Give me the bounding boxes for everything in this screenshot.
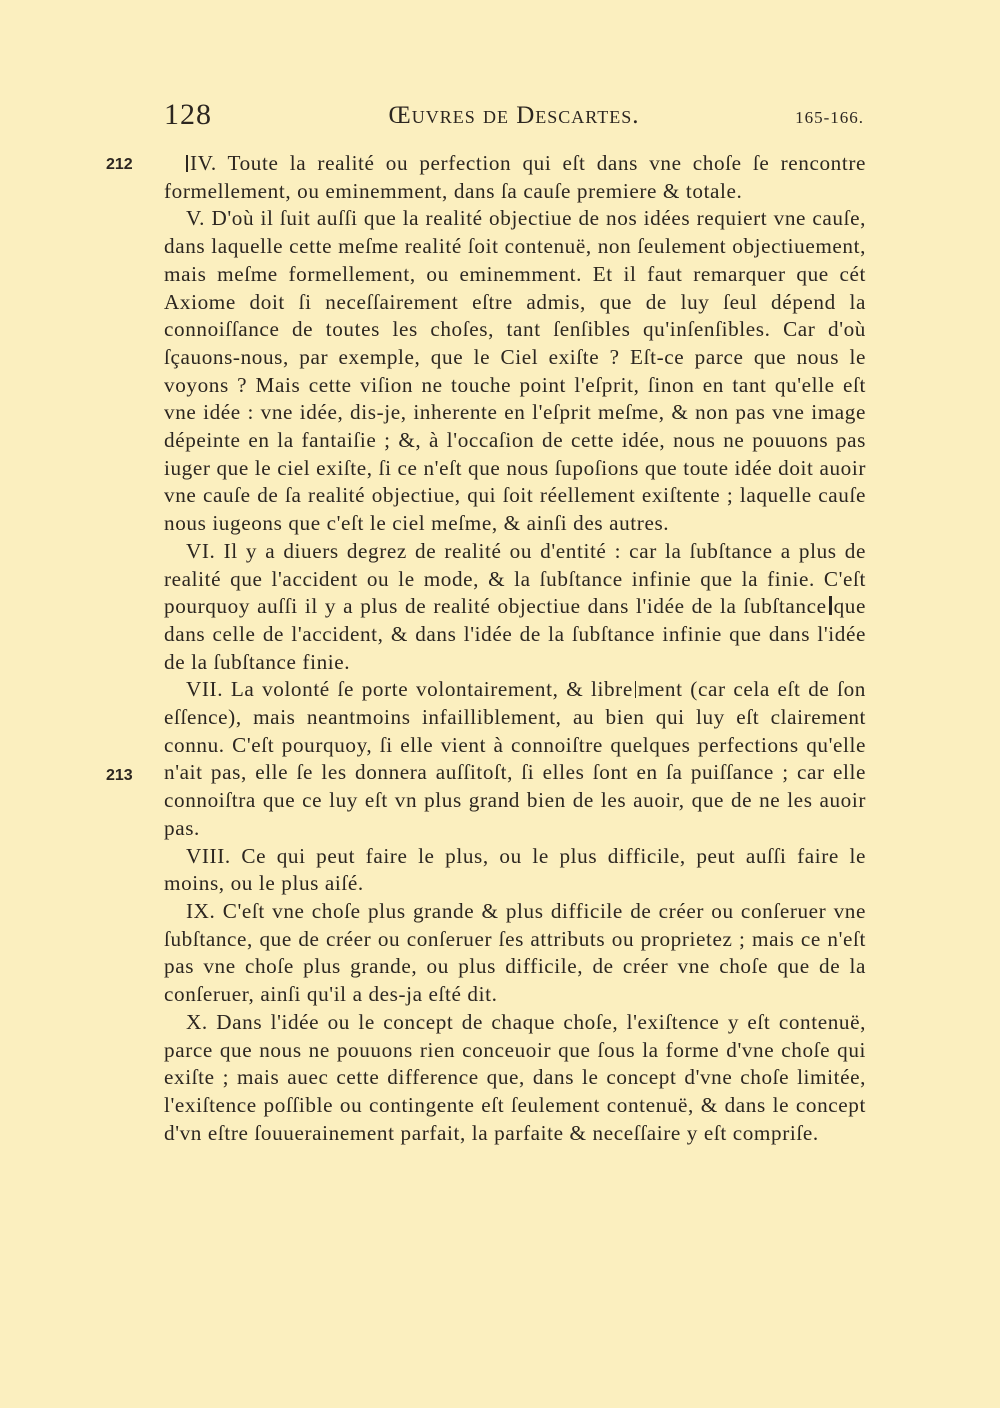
page-number: 128 — [164, 98, 212, 131]
paragraph-viii: VIII. Ce qui peut faire le plus, ou le plus difficile, peut auſſi faire le moins, ou le plus aiſé. — [164, 843, 866, 896]
paragraph-vi — [164, 538, 866, 677]
margin-note-213: 213 — [106, 767, 133, 784]
page-header — [164, 98, 864, 138]
running-title: Œuvres de Descartes. — [388, 102, 640, 129]
paragraph-x: X. Dans l'idée ou le concept de chaque choſe, l'exiſtence y eſt contenuë, parce que nous ne pouuons rien conceuoir que ſous la forme d'vne choſe qui exiſte ; mais auec cette difference que, dans le concept d'vne choſe limitée, l'exiſtence poſſible ou contingente eſt ſeulement contenuë, & dans le concept d'vn eſtre ſouuerainement parfait, la parfaite & neceſſaire y eſt compriſe. — [164, 1009, 866, 1145]
paragraph-v: V. D'où il ſuit auſſi que la realité objectiue de nos idées requiert vne cauſe, dans laquelle cette meſme realité ſoit contenuë, non ſeulement objectiuement, mais meſme formellement, ou eminemment. Et il faut remarquer que cét Axiome doit ſi neceſſairement eſtre admis, que de luy ſeul dépend la connoiſſance de toutes les choſes, tant ſenſibles qu'inſenſibles. Car d'où ſçauons-nous, par exemple, que le Ciel exiſte ? Eſt-ce parce que nous le voyons ? Mais cette viſion ne touche point l'eſprit, ſinon en tant qu'elle eſt vne idée : vne idée, dis-je, inherente en l'eſprit meſme, & non pas vne image dépeinte en la fantaiſie ; &, à l'occaſion de cette idée, nous ne pouuons pas iuger que le ciel exiſte, ſi ce n'eſt que nous ſupoſions que toute idée doit auoir vne cauſe de ſa realité objectiue, qui ſoit réellement exiſtente ; laquelle cauſe nous iugeons que c'eſt le ciel meſme, & ainſi des autres. — [164, 206, 866, 536]
page-range: 165-166. — [795, 108, 864, 127]
paragraph-iv — [164, 150, 866, 205]
paragraph-iv-text: IV. Toute la realité ou perfection qui eſt dans vne choſe ſe rencontre formellement, ou eminemment, dans ſa cauſe premiere & totale. — [164, 151, 866, 203]
margin-note-212: 212 — [106, 156, 133, 173]
paragraph-vii — [164, 676, 866, 842]
paragraph-vi-text-a: VI. Il y a diuers degrez de realité ou d'entité : car la ſubſtance a plus de realité que l'accident ou le mode, & la ſubſtance infinie que la finie. C'eſt pourquoy auſſi il y a plus de realité objectiue dans l'idée de la ſubſtance — [164, 538, 866, 619]
page-break-marker — [635, 681, 636, 698]
paragraph-vii-text-a: VII. La volonté ſe porte volontairement, & libre — [186, 677, 633, 702]
paragraph-vi-text-b: que dans celle de l'accident, & dans l'idée de la ſubſtance infinie que dans l'idée de la ſubſtance finie. — [164, 594, 866, 674]
body-text — [164, 150, 866, 1147]
page-break-marker — [829, 596, 832, 615]
page-break-marker — [186, 155, 188, 172]
paragraph-vii-text-b: ment (car cela eſt de ſon eſſence), mais neantmoins infailliblement, au bien qui luy eſt clairement connu. C'eſt pourquoy, ſi elle vient à connoiſtre quelques perfections qu'elle n'ait pas, elle ſe les donnera auſſitoſt, ſi elles ſont en ſa puiſſance ; car elle connoiſtra que ce luy eſt vn plus grand bien de les auoir, que de ne les auoir pas. — [164, 677, 866, 840]
paragraph-ix: IX. C'eſt vne choſe plus grande & plus difficile de créer ou conſeruer vne ſubſtance, que de créer ou conſeruer ſes attributs ou proprietez ; mais ce n'eſt pas vne choſe plus grande, ou plus difficile, de créer vne choſe que de la conſeruer, ainſi qu'il a des-ja eſté dit. — [164, 898, 866, 1007]
